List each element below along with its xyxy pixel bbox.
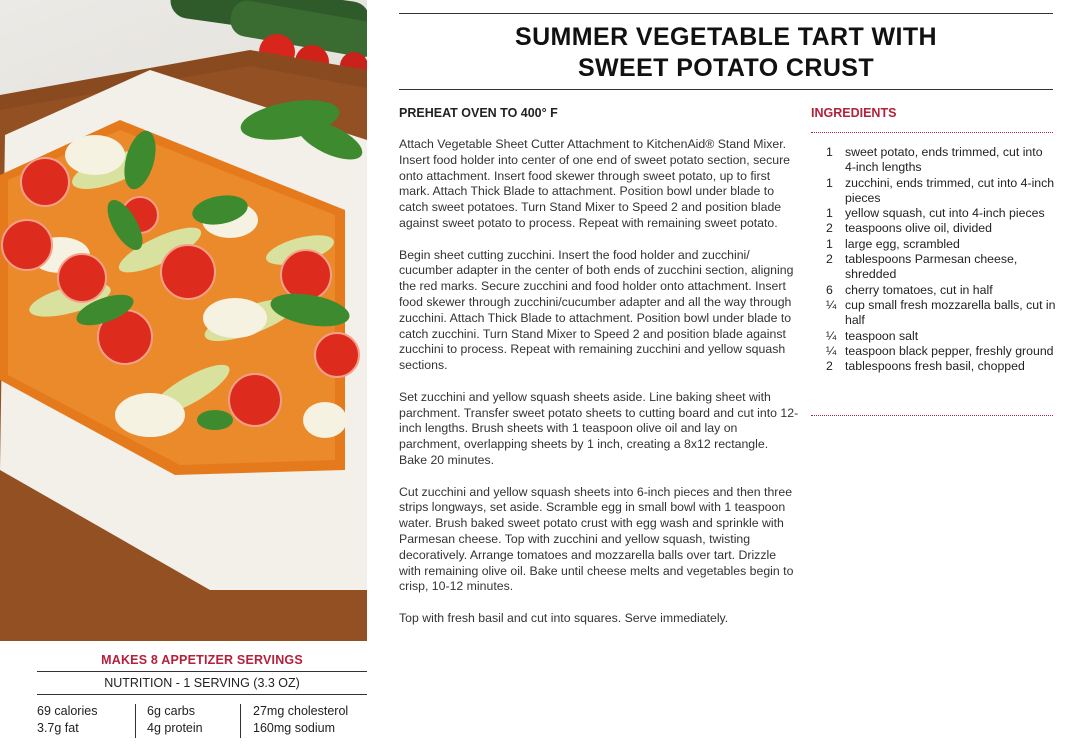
method-text (399, 137, 799, 643)
title-line-1: SUMMER VEGETABLE TART WITH (515, 23, 937, 51)
cholesterol: 27mg cholesterol (253, 704, 349, 718)
nutrition-divider (135, 704, 136, 738)
ingredient-item: ¼ cup small fresh mozzarella balls, cut in half (826, 297, 1056, 328)
ingredient-item: 6 cherry tomatoes, cut in half (826, 282, 993, 297)
page-title (399, 22, 1053, 84)
nutrition-col-1 (37, 703, 97, 737)
method-step: Set zucchini and yellow squash sheets aside. Line baking sheet with parchment. Transfer sweet potato sheets to cutting board and cut into 12-inch lengths. Brush sheets with 1 teaspoon olive oil and lay on parchment, overlapping sheets by 1 inch, creating a 8x12 rectangle. Bake 20 minutes. (399, 389, 799, 467)
preheat-heading: PREHEAT OVEN TO 400° F (399, 106, 558, 120)
recipe-photo (0, 0, 367, 641)
carbs: 6g carbs (147, 704, 195, 718)
dotted-rule (811, 415, 1053, 416)
nutrition-col-3 (253, 703, 348, 737)
method-step: Begin sheet cutting zucchini. Insert the food holder and zucchini/ cucumber adapter in the center of both ends of zucchini section, aligning the red marks. Secure zucchini and food holder onto attachment. Insert food skewer through zucchini/cucumber adapter and all the way through zucchini. Attach Thick Blade to attachment. Position bowl under blade to catch zucchini. Turn Stand Mixer to Speed 2 and position blade against zucchini to process. Repeat with remaining zucchini and yellow squash sections. (399, 247, 794, 373)
fat: 3.7g fat (37, 721, 79, 735)
calories: 69 calories (37, 704, 98, 718)
sodium: 160mg sodium (253, 721, 335, 735)
ingredients-heading: INGREDIENTS (811, 106, 897, 120)
method-step: Attach Vegetable Sheet Cutter Attachment to KitchenAid® Stand Mixer. Insert food holder into center of one end of sweet potato section, secure onto attachment. Insert food skewer through sweet potato, up to first mark. Attach Thick Blade to attachment. Position bowl under blade to catch sweet potatoes. Turn Stand Mixer to Speed 2 and position blade against sweet potato to process. Repeat with remaining sweet potato. (399, 137, 791, 230)
title-line-2: SWEET POTATO CRUST (577, 54, 875, 82)
ingredient-item: 2 tablespoons Parmesan cheese, shredded (826, 252, 1018, 282)
ingredient-item: 1 sweet potato, ends trimmed, cut into 4-inch lengths (826, 145, 1043, 175)
nutrition-col-2 (147, 703, 203, 737)
ingredient-item: 2 teaspoons olive oil, divided (826, 221, 992, 236)
protein: 4g protein (147, 721, 203, 735)
ingredient-item: ¼ teaspoon salt (826, 328, 919, 343)
ingredient-item: 2 tablespoons fresh basil, chopped (826, 359, 1025, 374)
method-step: Cut zucchini and yellow squash sheets into 6-inch pieces and then three strips longways, set aside. Scramble egg in small bowl with 1 teaspoon water. Brush baked sweet potato crust with egg wash and sprinkle with Parmesan cheese. Top with zucchini and yellow squash, twisting decoratively. Arrange tomatoes and mozzarella balls over tart. Drizzle with remaining olive oil. Bake until cheese melts and vegetables begin to crisp, 10-12 minutes. (399, 484, 794, 594)
top-rule (399, 13, 1053, 14)
dotted-rule (811, 132, 1053, 133)
ingredient-item: 1 large egg, scrambled (826, 236, 960, 251)
ingredient-item: 1 yellow squash, cut into 4-inch pieces (826, 206, 1045, 221)
ingredients-list (826, 145, 1056, 374)
nutrition-header: NUTRITION - 1 SERVING (3.3 OZ) (37, 671, 367, 695)
tart-illustration (0, 0, 367, 641)
title-rule (399, 89, 1053, 90)
servings-text: MAKES 8 APPETIZER SERVINGS (101, 653, 303, 667)
ingredient-item: ¼ teaspoon black pepper, freshly ground (826, 343, 1054, 358)
ingredient-item: 1 zucchini, ends trimmed, cut into 4-inch pieces (826, 175, 1055, 205)
method-step: Top with fresh basil and cut into squares. Serve immediately. (399, 610, 729, 625)
nutrition-divider (240, 704, 241, 738)
